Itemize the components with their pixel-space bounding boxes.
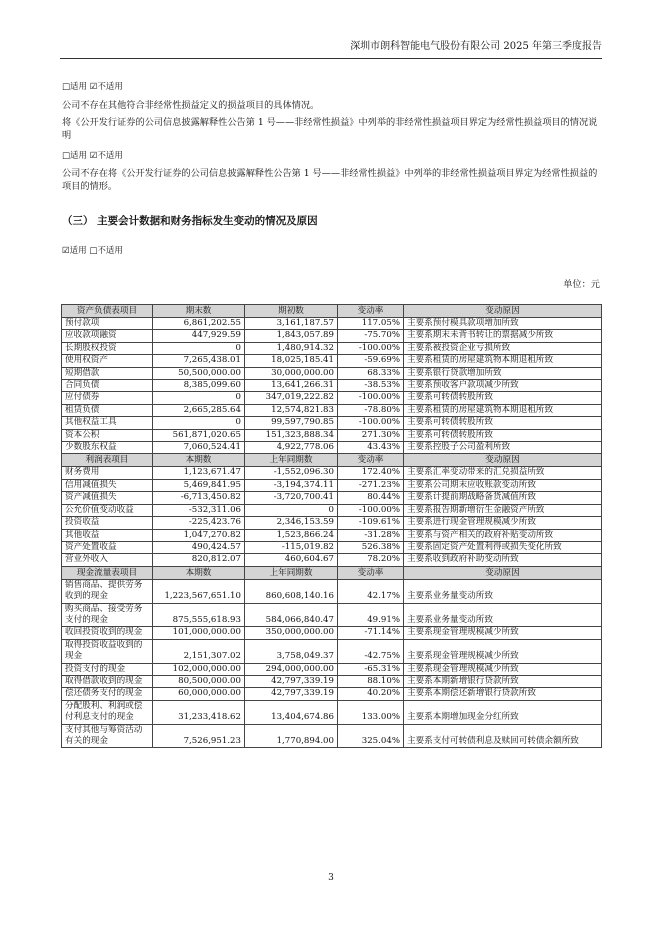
balance-sheet-header-change-rate: 变动率 bbox=[338, 305, 404, 318]
cash-flow-cell-current: 80,500,000.00 bbox=[153, 675, 245, 687]
cash-flow-header-reason: 变动原因 bbox=[404, 566, 602, 579]
cash-flow-cell-prior: 1,770,894.00 bbox=[245, 724, 338, 748]
income-statement-cell-current: -6,713,450.82 bbox=[153, 492, 245, 504]
cash-flow-cell-reason: 主要系业务量变动所致 bbox=[404, 603, 602, 627]
table-row bbox=[62, 380, 602, 392]
cash-flow-cell-current: 2,151,307.02 bbox=[153, 639, 245, 663]
income-statement-cell-reason: 主要系收到政府补助变动所致 bbox=[404, 554, 602, 566]
balance-sheet-cell-change-rate: 271.30% bbox=[338, 429, 404, 441]
income-statement-cell-prior: -3,720,700.41 bbox=[245, 492, 338, 504]
income-statement-cell-prior: 1,523,866.24 bbox=[245, 529, 338, 541]
income-statement-header-change-rate: 变动率 bbox=[338, 454, 404, 467]
balance-sheet-cell-change-rate: 43.43% bbox=[338, 442, 404, 454]
table-row bbox=[62, 318, 602, 330]
balance-sheet-cell-item: 长期股权投资 bbox=[62, 342, 153, 354]
balance-sheet-header-reason: 变动原因 bbox=[404, 305, 602, 318]
cash-flow-cell-item: 购买商品、接受劳务支付的现金 bbox=[62, 603, 153, 627]
income-statement-header-row bbox=[62, 454, 602, 467]
balance-sheet-cell-item: 租赁负债 bbox=[62, 404, 153, 416]
balance-sheet-cell-item: 使用权资产 bbox=[62, 355, 153, 367]
cash-flow-cell-prior: 860,608,140.16 bbox=[245, 579, 338, 603]
cash-flow-cell-current: 875,555,618.93 bbox=[153, 603, 245, 627]
balance-sheet-cell-current: 561,871,020.65 bbox=[153, 429, 245, 441]
table-row bbox=[62, 627, 602, 639]
balance-sheet-cell-item: 少数股东权益 bbox=[62, 442, 153, 454]
table-row bbox=[62, 675, 602, 687]
page-header bbox=[60, 38, 602, 59]
balance-sheet-cell-change-rate: -78.80% bbox=[338, 404, 404, 416]
income-statement-header-reason: 变动原因 bbox=[404, 454, 602, 467]
table-row bbox=[62, 504, 602, 516]
cash-flow-cell-change-rate: 133.00% bbox=[338, 700, 404, 724]
balance-sheet-cell-change-rate: -100.00% bbox=[338, 417, 404, 429]
income-statement-cell-change-rate: -271.23% bbox=[338, 479, 404, 491]
cash-flow-header-row bbox=[62, 566, 602, 579]
cash-flow-cell-change-rate: 49.91% bbox=[338, 603, 404, 627]
cash-flow-cell-item: 收回投资收到的现金 bbox=[62, 627, 153, 639]
income-statement-cell-current: 820,812.07 bbox=[153, 554, 245, 566]
cash-flow-cell-current: 60,000,000.00 bbox=[153, 688, 245, 700]
income-statement-cell-change-rate: -100.00% bbox=[338, 504, 404, 516]
table-row bbox=[62, 639, 602, 663]
cash-flow-cell-item: 投资支付的现金 bbox=[62, 663, 153, 675]
income-statement-header-prior: 上年同期数 bbox=[245, 454, 338, 467]
cash-flow-cell-change-rate: 40.20% bbox=[338, 688, 404, 700]
income-statement-cell-reason: 主要系报告期新增衍生金融资产所致 bbox=[404, 504, 602, 516]
balance-sheet-cell-current: 7,265,438.01 bbox=[153, 355, 245, 367]
table-row bbox=[62, 392, 602, 404]
table-row bbox=[62, 529, 602, 541]
income-statement-cell-prior: 2,346,153.59 bbox=[245, 517, 338, 529]
income-statement-cell-item: 公允价值变动收益 bbox=[62, 504, 153, 516]
table-row bbox=[62, 554, 602, 566]
income-statement-cell-reason: 主要系进行现金管理规模减少所致 bbox=[404, 517, 602, 529]
balance-sheet-cell-item: 应收款项融资 bbox=[62, 330, 153, 342]
income-statement-cell-prior: -115,019.82 bbox=[245, 541, 338, 553]
income-statement-cell-change-rate: 80.44% bbox=[338, 492, 404, 504]
table-row bbox=[62, 355, 602, 367]
table-row bbox=[62, 541, 602, 553]
balance-sheet-cell-change-rate: -100.00% bbox=[338, 342, 404, 354]
table-row bbox=[62, 442, 602, 454]
table-row bbox=[62, 688, 602, 700]
cash-flow-cell-reason: 主要系业务量变动所致 bbox=[404, 579, 602, 603]
cash-flow-cell-reason: 主要系支付可转债利息及赎回可转债余额所致 bbox=[404, 724, 602, 748]
income-statement-cell-reason: 主要系计提前期战略备货减值所致 bbox=[404, 492, 602, 504]
section-title: （三） 主要会计数据和财务指标发生变动的情况及原因 bbox=[62, 215, 318, 227]
table-row bbox=[62, 467, 602, 479]
cash-flow-cell-reason: 主要系本期新增银行贷款所致 bbox=[404, 675, 602, 687]
balance-sheet-cell-reason: 主要系被投资企业亏损所致 bbox=[404, 342, 602, 354]
balance-sheet-cell-reason: 主要系银行贷款增加所致 bbox=[404, 367, 602, 379]
cash-flow-cell-item: 分配股利、利润或偿付利息支付的现金 bbox=[62, 700, 153, 724]
balance-sheet-cell-change-rate: -100.00% bbox=[338, 392, 404, 404]
balance-sheet-cell-prior: 18,025,185.41 bbox=[245, 355, 338, 367]
balance-sheet-cell-prior: 3,161,187.57 bbox=[245, 318, 338, 330]
balance-sheet-cell-current: 7,060,524.41 bbox=[153, 442, 245, 454]
balance-sheet-cell-prior: 151,323,888.34 bbox=[245, 429, 338, 441]
income-statement-cell-current: 490,424.57 bbox=[153, 541, 245, 553]
income-statement-cell-reason: 主要系固定资产处置利得或损失变化所致 bbox=[404, 541, 602, 553]
income-statement-cell-item: 投资收益 bbox=[62, 517, 153, 529]
balance-sheet-cell-current: 2,665,285.64 bbox=[153, 404, 245, 416]
balance-sheet-cell-current: 50,500,000.00 bbox=[153, 367, 245, 379]
cash-flow-cell-prior: 350,000,000.00 bbox=[245, 627, 338, 639]
cash-flow-cell-change-rate: 325.04% bbox=[338, 724, 404, 748]
balance-sheet-cell-item: 应付债券 bbox=[62, 392, 153, 404]
unit-label: 单位：元 bbox=[563, 279, 600, 290]
balance-sheet-cell-change-rate: -38.53% bbox=[338, 380, 404, 392]
table-row bbox=[62, 492, 602, 504]
income-statement-cell-change-rate: 526.38% bbox=[338, 541, 404, 553]
balance-sheet-cell-current: 0 bbox=[153, 417, 245, 429]
income-statement-cell-item: 营业外收入 bbox=[62, 554, 153, 566]
cash-flow-cell-reason: 主要系现金管理规模减少所致 bbox=[404, 663, 602, 675]
income-statement-cell-prior: 460,604.67 bbox=[245, 554, 338, 566]
cash-flow-header-current: 本期数 bbox=[153, 566, 245, 579]
income-statement-cell-change-rate: 78.20% bbox=[338, 554, 404, 566]
balance-sheet-cell-prior: 30,000,000.00 bbox=[245, 367, 338, 379]
cash-flow-cell-prior: 42,797,339.19 bbox=[245, 688, 338, 700]
balance-sheet-cell-current: 447,929.59 bbox=[153, 330, 245, 342]
cash-flow-cell-item: 销售商品、提供劳务收到的现金 bbox=[62, 579, 153, 603]
cash-flow-cell-reason: 主要系现金管理规模减少所致 bbox=[404, 627, 602, 639]
balance-sheet-cell-change-rate: 68.33% bbox=[338, 367, 404, 379]
balance-sheet-header-row bbox=[62, 305, 602, 318]
table-row bbox=[62, 663, 602, 675]
balance-sheet-cell-prior: 12,574,821.83 bbox=[245, 404, 338, 416]
balance-sheet-cell-reason: 主要系租赁的房屋建筑物本期退租所致 bbox=[404, 355, 602, 367]
table-row bbox=[62, 479, 602, 491]
cash-flow-cell-item: 取得借款收到的现金 bbox=[62, 675, 153, 687]
cash-flow-cell-prior: 42,797,339.19 bbox=[245, 675, 338, 687]
income-statement-header-current: 本期数 bbox=[153, 454, 245, 467]
income-statement-cell-change-rate: -31.28% bbox=[338, 529, 404, 541]
income-statement-cell-item: 信用减值损失 bbox=[62, 479, 153, 491]
cash-flow-cell-reason: 主要系本期增加现金分红所致 bbox=[404, 700, 602, 724]
balance-sheet-cell-prior: 13,641,266.31 bbox=[245, 380, 338, 392]
balance-sheet-cell-item: 预付款项 bbox=[62, 318, 153, 330]
balance-sheet-cell-reason: 主要系预付模具款项增加所致 bbox=[404, 318, 602, 330]
cash-flow-cell-current: 102,000,000.00 bbox=[153, 663, 245, 675]
balance-sheet-cell-change-rate: -59.69% bbox=[338, 355, 404, 367]
cash-flow-header-change-rate: 变动率 bbox=[338, 566, 404, 579]
income-statement-cell-prior: 0 bbox=[245, 504, 338, 516]
income-statement-cell-change-rate: -109.61% bbox=[338, 517, 404, 529]
cash-flow-cell-change-rate: -42.75% bbox=[338, 639, 404, 663]
balance-sheet-cell-change-rate: -75.70% bbox=[338, 330, 404, 342]
cash-flow-cell-item: 支付其他与筹资活动有关的现金 bbox=[62, 724, 153, 748]
balance-sheet-cell-reason: 主要系期末未背书转让的票据减少所致 bbox=[404, 330, 602, 342]
financial-changes-table bbox=[61, 304, 602, 748]
income-statement-cell-current: 1,123,671.47 bbox=[153, 467, 245, 479]
page-number: 3 bbox=[328, 873, 334, 883]
balance-sheet-cell-current: 0 bbox=[153, 342, 245, 354]
balance-sheet-cell-reason: 主要系租赁的房屋建筑物本期退租所致 bbox=[404, 404, 602, 416]
table-row bbox=[62, 517, 602, 529]
income-statement-cell-current: -532,311.06 bbox=[153, 504, 245, 516]
cash-flow-cell-change-rate: -65.31% bbox=[338, 663, 404, 675]
balance-sheet-cell-item: 其他权益工具 bbox=[62, 417, 153, 429]
cash-flow-cell-reason: 主要系现金管理规模减少所致 bbox=[404, 639, 602, 663]
cash-flow-cell-prior: 584,066,840.47 bbox=[245, 603, 338, 627]
balance-sheet-cell-reason: 主要系预收客户款项减少所致 bbox=[404, 380, 602, 392]
table-row bbox=[62, 367, 602, 379]
cash-flow-cell-prior: 294,000,000.00 bbox=[245, 663, 338, 675]
applicable-checkbox-2: □适用 ☑不适用 bbox=[62, 151, 123, 161]
income-statement-cell-reason: 主要系公司期末应收账款变动所致 bbox=[404, 479, 602, 491]
table-row bbox=[62, 417, 602, 429]
table-row bbox=[62, 342, 602, 354]
applicable-checkbox-1: □适用 ☑不适用 bbox=[62, 82, 123, 92]
cash-flow-cell-current: 101,000,000.00 bbox=[153, 627, 245, 639]
income-statement-cell-prior: -1,552,096.30 bbox=[245, 467, 338, 479]
income-statement-cell-prior: -3,194,374.11 bbox=[245, 479, 338, 491]
balance-sheet-cell-prior: 1,480,914.32 bbox=[245, 342, 338, 354]
report-title: 深圳市朗科智能电气股份有限公司 2025 年第三季度报告 bbox=[350, 41, 602, 52]
cash-flow-cell-reason: 主要系本期偿还新增银行贷款所致 bbox=[404, 688, 602, 700]
table-row bbox=[62, 429, 602, 441]
income-statement-cell-change-rate: 172.40% bbox=[338, 467, 404, 479]
income-statement-header-item: 利润表项目 bbox=[62, 454, 153, 467]
balance-sheet-cell-reason: 主要系可转债转股所致 bbox=[404, 417, 602, 429]
cash-flow-cell-prior: 13,404,674.86 bbox=[245, 700, 338, 724]
cash-flow-cell-change-rate: -71.14% bbox=[338, 627, 404, 639]
balance-sheet-header-prior: 期初数 bbox=[245, 305, 338, 318]
balance-sheet-cell-prior: 4,922,778.06 bbox=[245, 442, 338, 454]
balance-sheet-cell-current: 6,861,202.55 bbox=[153, 318, 245, 330]
balance-sheet-cell-item: 资本公积 bbox=[62, 429, 153, 441]
table-row bbox=[62, 724, 602, 748]
table-row bbox=[62, 330, 602, 342]
cash-flow-cell-current: 31,233,418.62 bbox=[153, 700, 245, 724]
balance-sheet-header-item: 资产负债表项目 bbox=[62, 305, 153, 318]
income-statement-cell-item: 资产处置收益 bbox=[62, 541, 153, 553]
balance-sheet-cell-current: 8,385,099.60 bbox=[153, 380, 245, 392]
paragraph-no-reclassification: 公司不存在将《公开发行证券的公司信息披露解释性公告第 1 号——非经常性损益》中列举的非经常性损益项目界定为经常性损益的项目的情形。 bbox=[62, 168, 598, 192]
income-statement-cell-current: 5,469,841.95 bbox=[153, 479, 245, 491]
balance-sheet-cell-prior: 1,843,057.89 bbox=[245, 330, 338, 342]
cash-flow-header-item: 现金流量表项目 bbox=[62, 566, 153, 579]
income-statement-cell-reason: 主要系汇率变动带来的汇兑损益所致 bbox=[404, 467, 602, 479]
balance-sheet-cell-item: 短期借款 bbox=[62, 367, 153, 379]
cash-flow-cell-current: 7,526,951.23 bbox=[153, 724, 245, 748]
balance-sheet-cell-prior: 99,597,790.85 bbox=[245, 417, 338, 429]
income-statement-cell-item: 其他收益 bbox=[62, 529, 153, 541]
income-statement-cell-current: -225,423.76 bbox=[153, 517, 245, 529]
balance-sheet-cell-item: 合同负债 bbox=[62, 380, 153, 392]
balance-sheet-cell-current: 0 bbox=[153, 392, 245, 404]
income-statement-cell-current: 1,047,270.82 bbox=[153, 529, 245, 541]
cash-flow-cell-item: 取得投资收益收到的现金 bbox=[62, 639, 153, 663]
balance-sheet-header-current: 期末数 bbox=[153, 305, 245, 318]
balance-sheet-cell-prior: 347,019,222.82 bbox=[245, 392, 338, 404]
applicable-checkbox-3: ☑适用 □不适用 bbox=[62, 246, 123, 256]
table-row bbox=[62, 579, 602, 603]
balance-sheet-cell-reason: 主要系可转债转股所致 bbox=[404, 392, 602, 404]
table-row bbox=[62, 700, 602, 724]
balance-sheet-cell-reason: 主要系可转债转股所致 bbox=[404, 429, 602, 441]
cash-flow-header-prior: 上年同期数 bbox=[245, 566, 338, 579]
paragraph-other-nonrecurring: 公司不存在其他符合非经常性损益定义的损益项目的具体情况。 bbox=[62, 100, 320, 111]
balance-sheet-cell-change-rate: 117.05% bbox=[338, 318, 404, 330]
table-row bbox=[62, 404, 602, 416]
cash-flow-cell-current: 1,223,567,651.10 bbox=[153, 579, 245, 603]
cash-flow-cell-item: 偿还债务支付的现金 bbox=[62, 688, 153, 700]
paragraph-classification-note: 将《公开发行证券的公司信息披露解释性公告第 1 号——非经常性损益》中列举的非经常性损益项目界定为经常性损益项目的情况说明 bbox=[62, 117, 598, 141]
cash-flow-cell-prior: 3,758,049.37 bbox=[245, 639, 338, 663]
income-statement-cell-item: 资产减值损失 bbox=[62, 492, 153, 504]
table-row bbox=[62, 603, 602, 627]
income-statement-cell-item: 财务费用 bbox=[62, 467, 153, 479]
income-statement-cell-reason: 主要系与资产相关的政府补贴变动所致 bbox=[404, 529, 602, 541]
balance-sheet-cell-reason: 主要系控股子公司盈利所致 bbox=[404, 442, 602, 454]
cash-flow-cell-change-rate: 42.17% bbox=[338, 579, 404, 603]
cash-flow-cell-change-rate: 88.10% bbox=[338, 675, 404, 687]
